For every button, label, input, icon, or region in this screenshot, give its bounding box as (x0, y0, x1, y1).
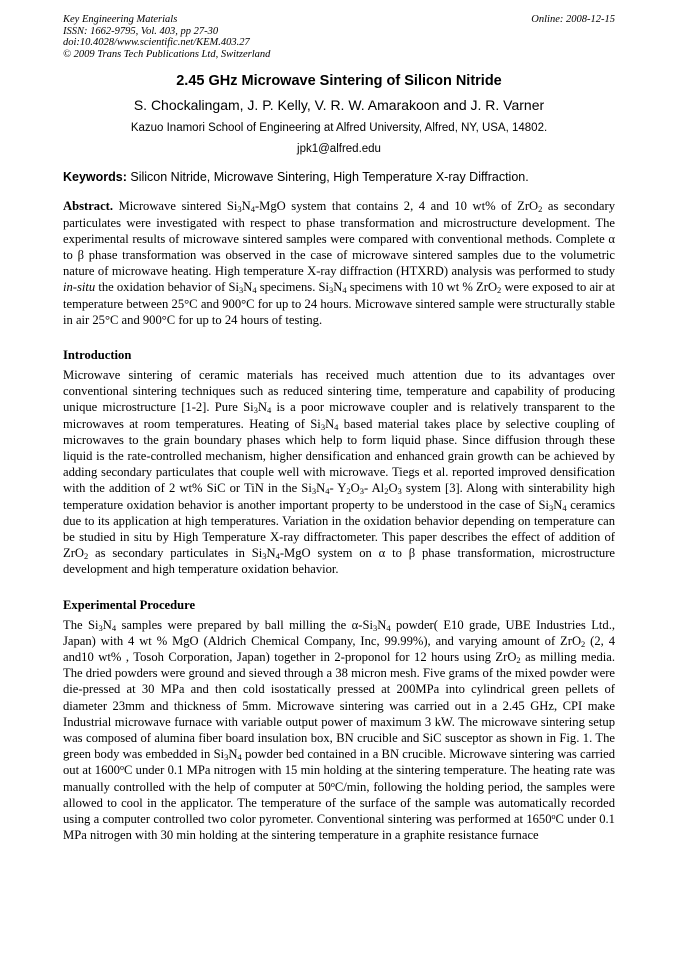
author-list: S. Chockalingam, J. P. Kelly, V. R. W. Amarakoon and J. R. Varner (133, 97, 545, 114)
in-situ-term: in-situ (63, 280, 96, 295)
introduction-paragraph: Microwave sintering of ceramic materials has received much attention due to its advantages over conventional sintering techniques such as reduced sintering time, temperature and capability of producing unique microstructure [1-2]. Pure $Si_3N_4$ is a poor microwave coupler and is relatively transparent to the microwaves at room temperatures. Heating of $Si_3N_4$ based material takes place by selective coupling of microwaves to the grain boundary phases which help to form liquid phase. Since diffusion through these liquid is the rate-controlled mechanism, higher densification and enhanced grain growth can be achieved by adding secondary particulates that couple well with microwave. Tiegs et al. reported improved densification with the addition of 2 wt% SiC or TiN in the $Si_3N_4-$ $Y_2O_3-$ $Al_2O_3$ system [3]. Along with sinterability high temperature oxidation behavior is another important property to be understood in the case of $Si_3N_4$ ceramics due to its application at high temperatures. Variation in the oxidation behavior depending on temperature can be studied in situ by High Temperature X-ray diffractometer. This paper describes the effect of addition of ZrO$_2$ as secondary particulates in $Si_3N_4$-MgO system on α to β phase transformation, microstructure development and high temperature oxidation behavior. (63, 368, 616, 577)
affiliation: Kazuo Inamori School of Engineering at Alfred University, Alfred, NY, USA, 14802. (130, 122, 548, 135)
online-date: Online: 2008-12-15 (531, 14, 615, 25)
paper-title: 2.45 GHz Microwave Sintering of Silicon Nitride (176, 73, 502, 90)
keywords-label: Keywords: (63, 170, 127, 185)
experimental-paragraph: The $Si_3N_4$ samples were prepared by ball milling the $\alpha-Si_3N_4$ powder( E10 grade, UBE Industries Ltd., Japan) with 4 wt % MgO (Aldrich Chemical Company, Inc, 99.99%), and varying amount of ZrO$_2$ (2, 4 and10 wt% , Tosoh Corporation, Japan) together in 2-proponol for 12 hours using ZrO$_2$ as milling media. The dried powders were ground and sieved through a 38 micron mesh. Five grams of the mixed powder were die-pressed at 30 MPa and then cold isostatically pressed at 200MPa into cylindrical green pellets of diameter 23mm and thickness of 5mm. Microwave sintering was carried out in a 2.45 GHz, CPI make Industrial microwave furnace with variable output power of maximum 3 kW. The microwave sintering setup was composed of alumina fiber board insulation box, BN crucible and SiC susceptor as shown in Fig. 1. The green body was embedded in $Si_3N_4$ powder bed contained in a BN crucible. Microwave sintering was carried out at 1600$^o$C under 0.1 MPa nitrogen with 15 min holding at the sintering temperature. The heating rate was manually controlled with the help of computer at 50$^o$C/min, following the holding period, the samples were allowed to cool in the applicator. The temperature of the surface of the sample was automatically recorded using a computer controlled two color pyrometer. Conventional sintering was performed at 1650$^o$C under 0.1 MPa nitrogen with 30 min holding at the sintering temperature in a graphite resistance furnace (63, 617, 616, 843)
paper-page (63, 14, 615, 843)
journal-name: Key Engineering Materials (63, 14, 178, 25)
copyright-line: © 2009 Trans Tech Publications Ltd, Switzerland (63, 48, 271, 60)
abstract-paragraph: Abstract. Microwave sintered $Si_3N_4$-MgO system that contains 2, 4 and 10 wt% of ZrO$_2$ as secondary particulates were investigated with respect to phase transformation and microstructure development. The experimental results of microwave sintered samples were compared with conventional methods. Complete α to β phase transformation was observed in the case of microwave sintered samples due to the volumetric nature of microwave heating. High temperature X-ray diffraction (HTXRD) analysis was performed to study in-situ the oxidation behavior of $Si_3N_4$ specimens. $Si_3N_4$ specimens with 10 wt % ZrO$_2$ were exposed to air at temperature between 25°C and 900°C for up to 24 hours. Microwave sintered sample were structurally stable in air 25°C and 900°C for up to 24 hours of testing. (63, 199, 616, 327)
keywords-text: Silicon Nitride, Microwave Sintering, High Temperature X-ray Diffraction. (130, 170, 529, 185)
keywords (63, 170, 615, 184)
introduction-heading: Introduction (63, 348, 132, 362)
doi-line: doi:10.4028/www.scientific.net/KEM.403.27 (63, 37, 250, 49)
experimental-heading: Experimental Procedure (63, 597, 196, 612)
journal-header (63, 14, 615, 60)
issn-line: ISSN: 1662-9795, Vol. 403, pp 27-30 (63, 25, 219, 37)
abstract-label: Abstract. (63, 199, 114, 214)
email-link[interactable]: jpk1@alfred.edu (297, 143, 381, 156)
